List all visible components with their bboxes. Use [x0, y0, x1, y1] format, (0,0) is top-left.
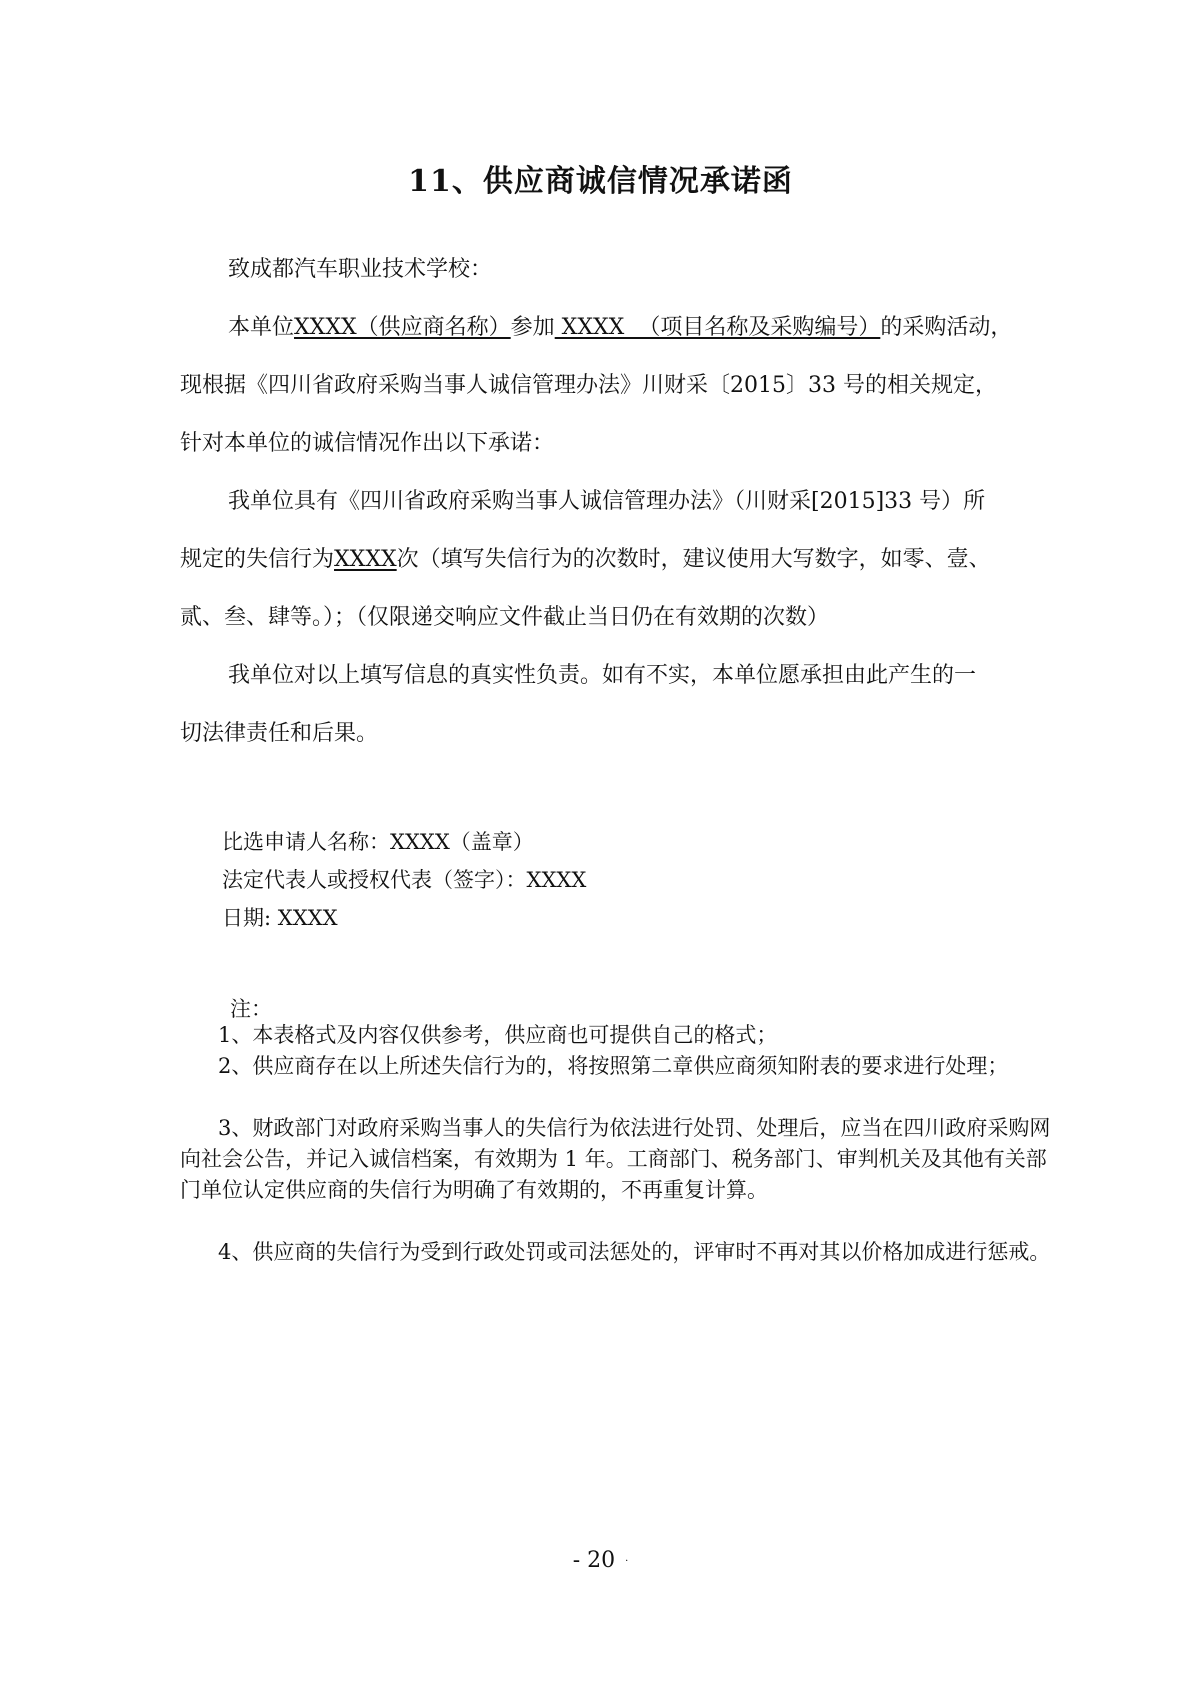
text-suffix: 次（填写失信行为的次数时，建议使用大写数字，如零、壹、 [396, 547, 991, 572]
applicant-name-line: 比选申请人名称：XXXX（盖章） [222, 830, 534, 854]
page-number-text: - 20 [572, 1548, 616, 1573]
notes-heading: 注： [230, 997, 272, 1021]
text-join: 参加 [510, 315, 555, 340]
project-field: XXXX （项目名称及采购编号） [554, 315, 881, 340]
paragraph-2-line-1: 我单位具有《四川省政府采购当事人诚信管理办法》（川财采[2015]33 号）所 [228, 489, 986, 514]
dishonesty-count-field: XXXX [334, 547, 397, 572]
note-1: 1、本表格式及内容仅供参考，供应商也可提供自己的格式； [218, 1023, 778, 1047]
note-3: 3、财政部门对政府采购当事人的失信行为依法进行处罚、处理后，应当在四川政府采购网向社会公告，并记入诚信档案，有效期为 1 年。工商部门、税务部门、审判机关及其他有关部门单位认定供应商的失信行为明确了有效期的，不再重复计算。 [180, 1116, 1051, 1202]
note-4: 4、供应商的失信行为受到行政处罚或司法惩处的，评审时不再对其以价格加成进行惩戒。 [218, 1240, 1051, 1264]
footer-dot: · [625, 1555, 629, 1567]
supplier-name-field: XXXX（供应商名称） [294, 315, 511, 340]
paragraph-1-line-1 [228, 310, 1108, 341]
paragraph-1-line-2: 现根据《四川省政府采购当事人诚信管理办法》川财采〔2015〕33 号的相关规定， [180, 373, 997, 398]
text-prefix: 规定的失信行为 [180, 547, 335, 572]
paragraph-1-line-3: 针对本单位的诚信情况作出以下承诺： [180, 431, 555, 456]
representative-line: 法定代表人或授权代表（签字）：XXXX [222, 868, 587, 892]
paragraph-3-line-1: 我单位对以上填写信息的真实性负责。如有不实，本单位愿承担由此产生的一 [228, 663, 977, 688]
date-line: 日期: XXXX [222, 906, 338, 930]
salutation: 致成都汽车职业技术学校： [228, 257, 493, 282]
page-title: 11、供应商诚信情况承诺函 [408, 164, 793, 199]
text-prefix: 本单位 [228, 315, 295, 340]
paragraph-3-line-2: 切法律责任和后果。 [180, 721, 379, 746]
page-number [0, 1548, 1201, 1573]
paragraph-2-line-3: 贰、叁、肆等。）；（仅限递交响应文件截止当日仍在有效期的次数） [180, 605, 830, 630]
paragraph-2-line-2 [180, 542, 1060, 573]
text-suffix: 的采购活动， [880, 315, 1013, 340]
note-2: 2、供应商存在以上所述失信行为的，将按照第二章供应商须知附表的要求进行处理； [218, 1054, 1009, 1078]
